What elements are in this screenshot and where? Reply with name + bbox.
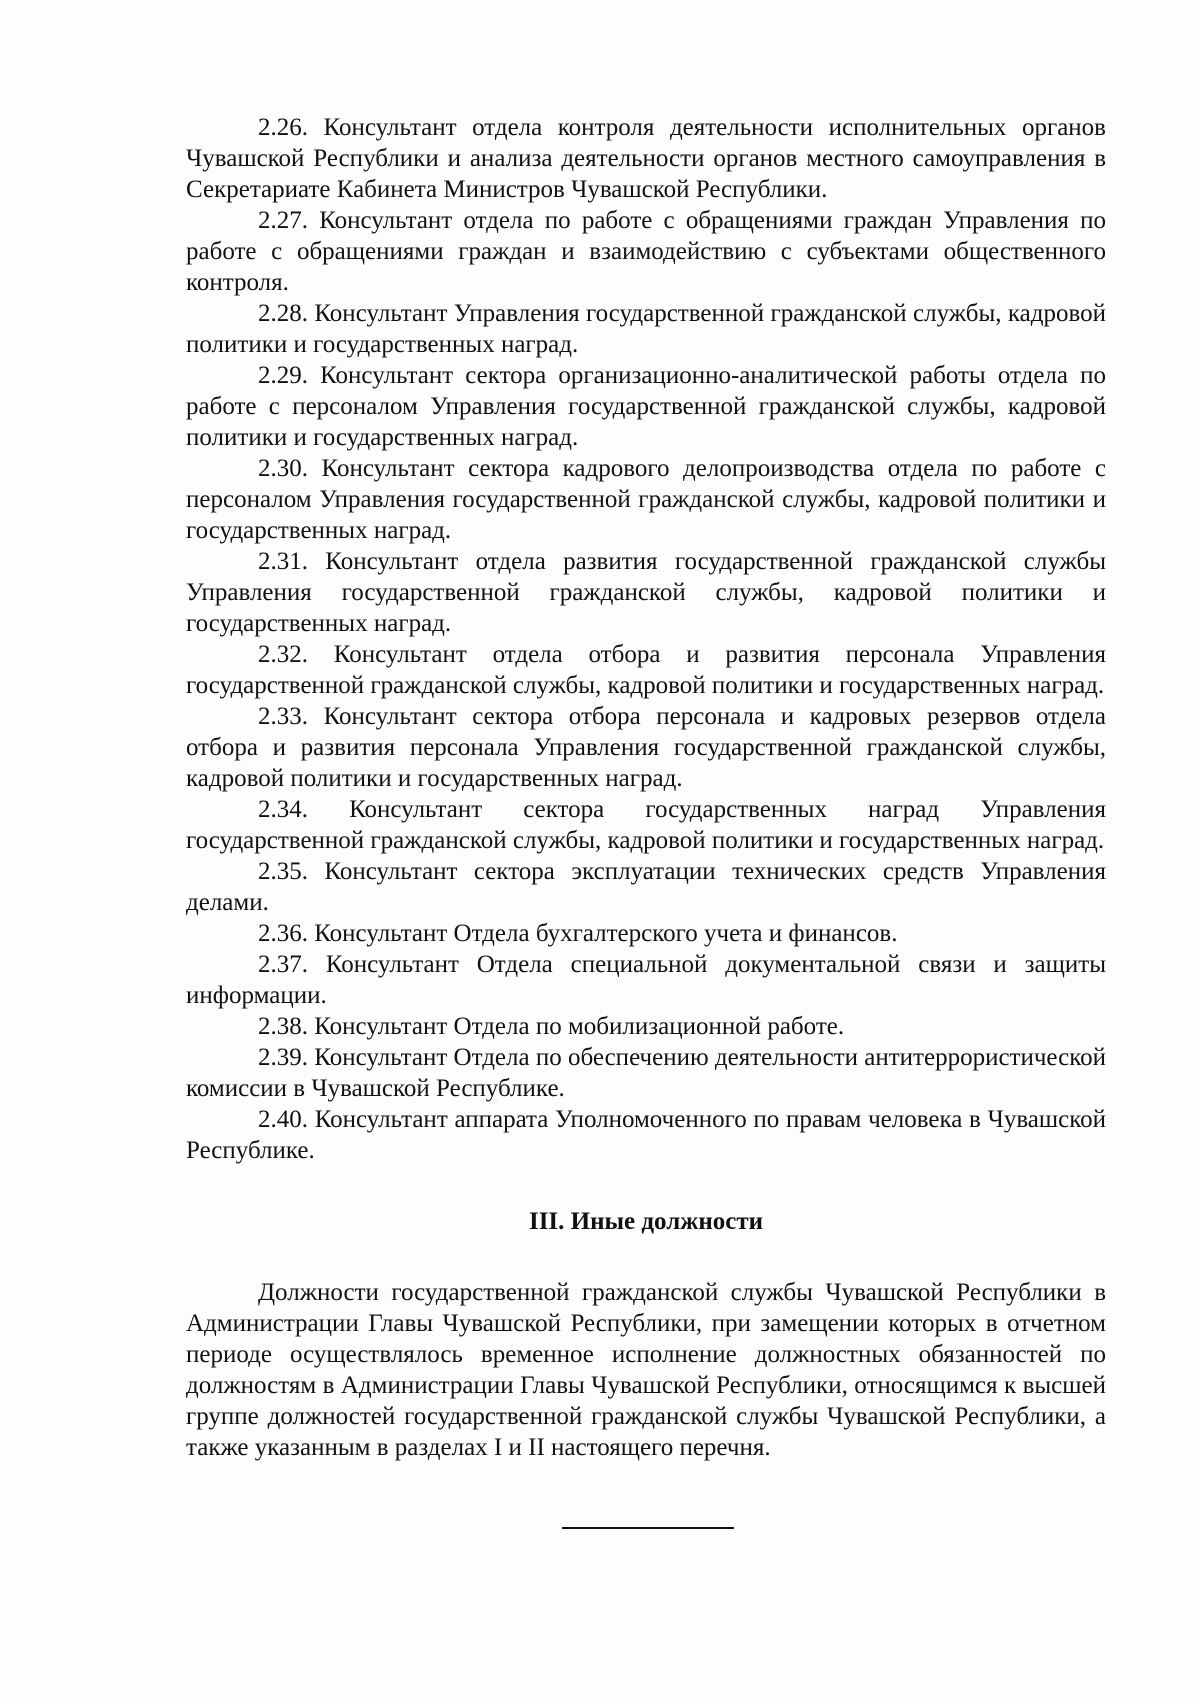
list-item-2-32: 2.32. Консультант отдела отбора и развития персонала Управления государственной гражданской службы, кадровой политики и государственных наград. — [186, 641, 1106, 699]
list-item-2-40: 2.40. Консультант аппарата Уполномоченного по правам человека в Чувашской Республике. — [186, 1106, 1106, 1164]
list-item-2-30: 2.30. Консультант сектора кадрового делопроизводства отдела по работе с персоналом Управления государственной гражданской службы, кадровой политики и государственных наград. — [186, 455, 1106, 544]
list-item-2-31: 2.31. Консультант отдела развития государственной гражданской службы Управления государственной гражданской службы, кадровой политики и государственных наград. — [186, 548, 1106, 637]
section-3-paragraph: Должности государственной гражданской службы Чувашской Республики в Администрации Главы Чувашской Республики, при замещении которых в отчетном периоде осуществлялось временное исполнение должностных обязанностей по должностям в Администрации Главы Чувашской Республики, относящимся к высшей группе должностей государственной гражданской службы Чувашской Республики, а также указанным в разделах I и II настоящего перечня. — [186, 1279, 1106, 1461]
list-item-2-26: 2.26. Консультант отдела контроля деятельности исполнительных органов Чувашской Республики и анализа деятельности органов местного самоуправления в Секретариате Кабинета Министров Чувашской Республики. — [186, 114, 1106, 203]
end-of-document-rule — [562, 1527, 734, 1529]
list-item-2-39: 2.39. Консультант Отдела по обеспечению деятельности антитеррористической комиссии в Чувашской Республике. — [186, 1044, 1106, 1102]
list-item-2-33: 2.33. Консультант сектора отбора персонала и кадровых резервов отдела отбора и развития персонала Управления государственной гражданской службы, кадровой политики и государственных наград. — [186, 703, 1106, 792]
section-heading-3: III. Иные должности — [528, 1208, 764, 1235]
list-item-2-28: 2.28. Консультант Управления государственной гражданской службы, кадровой политики и государственных наград. — [186, 300, 1106, 358]
list-item-2-29: 2.29. Консультант сектора организационно-аналитической работы отдела по работе с персоналом Управления государственной гражданской службы, кадровой политики и государственных наград. — [186, 362, 1106, 451]
list-item-2-27: 2.27. Консультант отдела по работе с обращениями граждан Управления по работе с обращениями граждан и взаимодействию с субъектами общественного контроля. — [186, 207, 1106, 296]
list-item-2-38: 2.38. Консультант Отдела по мобилизационной работе. — [258, 1013, 845, 1040]
list-item-2-35: 2.35. Консультант сектора эксплуатации технических средств Управления делами. — [186, 858, 1106, 916]
list-item-2-34: 2.34. Консультант сектора государственных наград Управления государственной гражданской службы, кадровой политики и государственных наград. — [186, 796, 1106, 854]
list-item-2-36: 2.36. Консультант Отдела бухгалтерского учета и финансов. — [258, 920, 898, 947]
document-body — [186, 112, 1106, 1463]
list-item-2-37: 2.37. Консультант Отдела специальной документальной связи и защиты информации. — [186, 951, 1106, 1009]
